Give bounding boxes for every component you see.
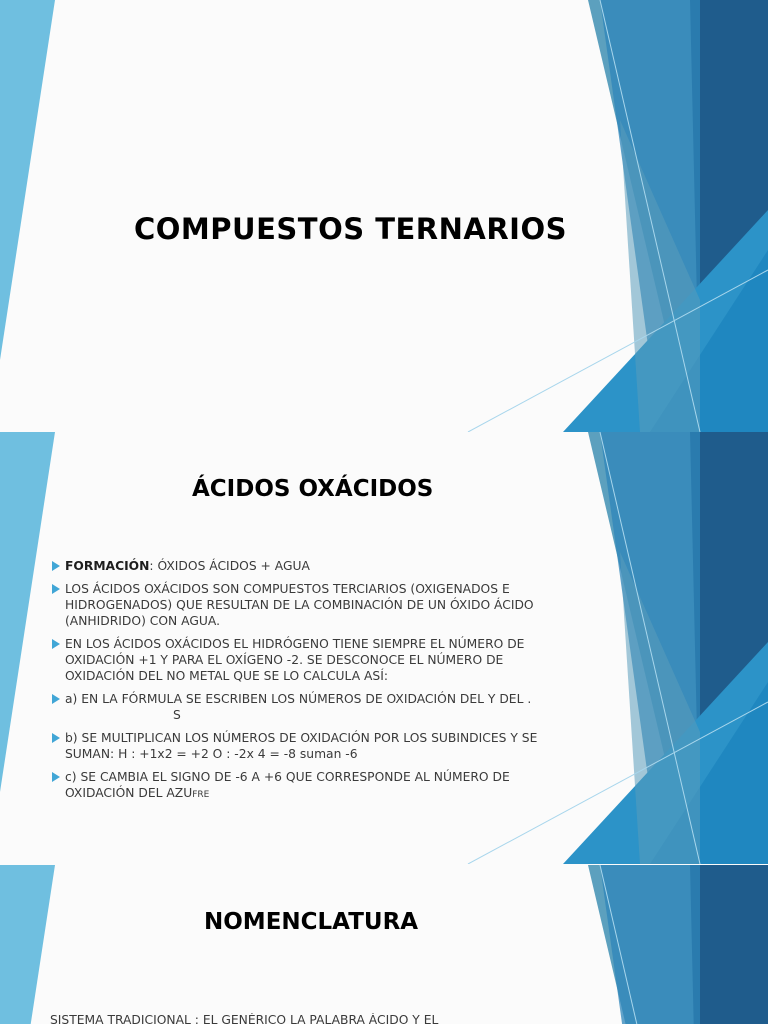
- bullet-arrow-icon: [52, 584, 60, 594]
- slide-title: ÁCIDOS OXÁCIDOS: [192, 476, 434, 502]
- bullet-subscript: S: [173, 708, 181, 722]
- bullet-text: c) SE CAMBIA EL SIGNO DE -6 A +6 QUE CORRESPONDE AL NÚMERO DE OXIDACIÓN DEL AZU: [65, 770, 510, 800]
- slide-2: [0, 432, 768, 865]
- bullet-item: [50, 581, 550, 629]
- bullet-list: [50, 558, 550, 810]
- bullet-text: EN LOS ÁCIDOS OXÁCIDOS EL HIDRÓGENO TIENE SIEMPRE EL NÚMERO DE OXIDACIÓN +1 Y PARA EL OXÍGENO -2. SE DESCONOCE EL NÚMERO DE OXIDACIÓN DEL NO METAL QUE SE LO CALCULA ASÍ:: [65, 637, 525, 683]
- bullet-text: : ÓXIDOS ÁCIDOS + AGUA: [149, 559, 310, 573]
- slide-1: [0, 0, 768, 432]
- bullet-text: LOS ÁCIDOS OXÁCIDOS SON COMPUESTOS TERCIARIOS (OXIGENADOS E HIDROGENADOS) QUE RESULTAN DE LA COMBINACIÓN DE UN ÓXIDO ÁCIDO (ANHIDRIDO) CON AGUA.: [65, 582, 534, 628]
- slide-3: [0, 865, 768, 1024]
- partial-bullet-text: SISTEMA TRADICIONAL : EL GENÉRICO LA PALABRA ÁCIDO Y EL: [50, 1013, 439, 1024]
- bullet-text: b) SE MULTIPLICAN LOS NÚMEROS DE OXIDACIÓN POR LOS SUBINDICES Y SE SUMAN: H : +1x2 = +2 O : -2x 4 = -8 suman -6: [65, 731, 538, 761]
- bullet-arrow-icon: [52, 733, 60, 743]
- bullet-arrow-icon: [52, 772, 60, 782]
- bullet-small-text: FRE: [192, 790, 210, 800]
- bullet-text: a) EN LA FÓRMULA SE ESCRIBEN LOS NÚMEROS DE OXIDACIÓN DEL Y DEL .: [65, 692, 532, 706]
- slide-title: NOMENCLATURA: [204, 909, 419, 935]
- bullet-item: [50, 730, 550, 762]
- bullet-arrow-icon: [52, 694, 60, 704]
- bullet-bold-label: FORMACIÓN: [65, 559, 150, 573]
- bullet-item: [50, 691, 550, 723]
- slide-3-decoration: [0, 865, 768, 1024]
- bullet-arrow-icon: [52, 561, 60, 571]
- slide-title: COMPUESTOS TERNARIOS: [134, 212, 568, 246]
- bullet-arrow-icon: [52, 639, 60, 649]
- bullet-item: [50, 769, 550, 803]
- bullet-item: [50, 636, 550, 684]
- bullet-item: [50, 558, 550, 574]
